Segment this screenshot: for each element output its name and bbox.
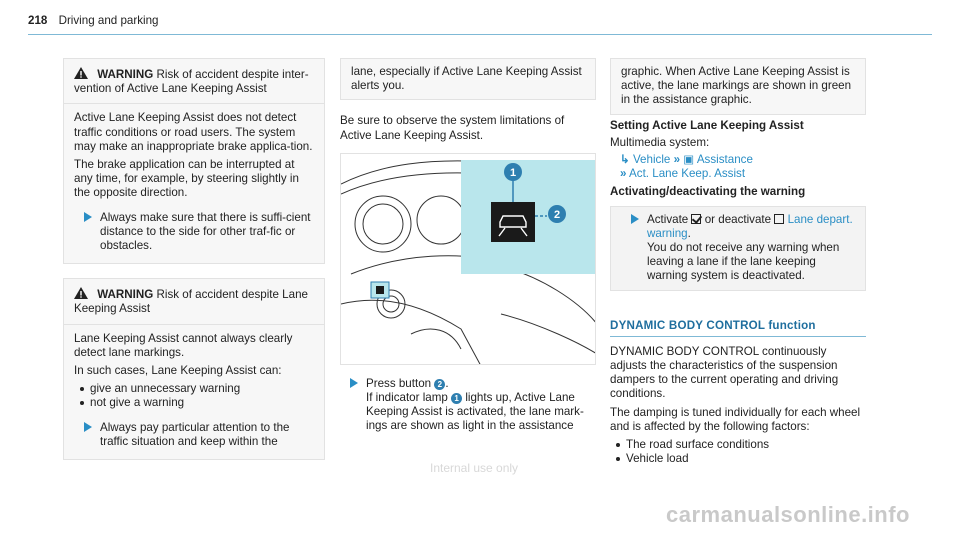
site-watermark: carmanualsonline.info (666, 502, 910, 527)
step-arrow-icon (84, 212, 92, 222)
multimedia-label: Multimedia system: (610, 135, 710, 149)
menu-item-vehicle[interactable]: Vehicle (632, 153, 671, 167)
callout-badge-2: 2 (434, 379, 445, 390)
step-arrow-icon (631, 214, 639, 224)
warning-triangle-icon (74, 287, 88, 299)
menu-item-lane-keep[interactable]: Act. Lane Keep. Assist (629, 167, 746, 181)
instruction-step (74, 211, 314, 254)
step-arrow-icon (84, 422, 92, 432)
page-header (28, 14, 932, 34)
column-middle (340, 58, 596, 434)
callout-badge-1: 1 (451, 393, 462, 404)
section-heading: DYNAMIC BODY CONTROL function (610, 319, 866, 337)
list-item: not give a warning (74, 396, 314, 410)
continued-text: lane, especially if Active Lane Keeping Assist alerts you. (351, 65, 582, 93)
warning-paragraph: The brake application can be interrupted at any time, for example, by steering slightly in the opposite direction. (74, 158, 299, 200)
callout-1-label: 1 (509, 166, 517, 179)
header-rule (28, 34, 932, 35)
warning-paragraph: Active Lane Keeping Assist does not detect traffic conditions or road users. The system may make an inappropriate brake applica-tion. (74, 111, 313, 153)
dashboard-drawing (341, 154, 596, 365)
dashboard-illustration (340, 153, 596, 365)
lane-depart-warning-option[interactable]: Lane depart. warning (647, 212, 853, 240)
return-arrow-icon: ↳ (620, 153, 630, 167)
unchecked-box-icon (774, 214, 784, 224)
instruction-step: Activate or deactivate Lane depart. warning. You do not receive any warning when leaving a lane if the lane keeping warning system is deactivated. (621, 213, 855, 284)
warning-box-1 (63, 58, 325, 264)
warning-label: WARNING (97, 288, 154, 302)
step-text: Always pay particular attention to the traffic situation and keep within the (100, 420, 290, 448)
warning-title-text: Risk of accident despite Lane Keeping Assist (74, 288, 308, 316)
warning-triangle-icon (74, 67, 88, 79)
instruction-step (74, 421, 314, 449)
warning-label: WARNING (97, 68, 154, 81)
chapter-title: Driving and parking (58, 14, 159, 27)
activate-step-box (610, 206, 866, 291)
menu-path (610, 153, 866, 167)
instruction-step: Press button 2 . If indicator lamp 1 lights up, Active Lane Keeping Assist is activated, the lane mark-ings are shown as light in the assistance (340, 377, 596, 434)
step-continued (610, 58, 866, 115)
step-text: Always make sure that there is suffi-cient distance to the side for other traf-fic or obstacles. (100, 210, 311, 253)
watermark: Internal use only (430, 461, 519, 475)
warning-header-1 (64, 59, 324, 104)
warning-box-2 (63, 278, 325, 460)
list-item: The road surface conditions (610, 438, 866, 452)
warning-box-2-continued (340, 58, 596, 100)
warning-title-text: Risk of accident despite inter-vention of Active Lane Keeping Assist (74, 68, 309, 96)
callout-2-label: 2 (553, 208, 561, 221)
car-icon: ▣ (683, 153, 695, 167)
column-left (63, 58, 325, 460)
note-text: You do not receive any warning when leaving a lane if the lane keeping warning system is deactivated. (647, 241, 840, 283)
warning-paragraph: Lane Keeping Assist cannot always clearly detect lane markings. (74, 331, 293, 359)
dbc-paragraph: The damping is tuned individually for each wheel and is affected by the following factors: (610, 405, 861, 433)
chevron-right-icon: » (673, 153, 681, 167)
warning-header-2 (64, 279, 324, 324)
activating-title: Activating/deactivating the warning (610, 185, 806, 199)
continued-text: graphic. When Active Lane Keeping Assist is active, the lane markings are shown in green in the assistance graphic. (621, 65, 852, 107)
checked-box-icon (691, 214, 701, 224)
warning-paragraph: In such cases, Lane Keeping Assist can: (74, 364, 282, 378)
menu-item-assistance[interactable]: Assistance (696, 153, 753, 167)
list-item: Vehicle load (610, 452, 866, 466)
page-number: 218 (28, 14, 48, 27)
step-arrow-icon (350, 378, 358, 388)
chevron-right-icon: » (620, 167, 627, 181)
menu-path-2 (610, 167, 866, 181)
setting-title: Setting Active Lane Keeping Assist (610, 118, 804, 132)
column-right (610, 58, 866, 466)
list-item: give an unnecessary warning (74, 382, 314, 396)
observe-text: Be sure to observe the system limitations of Active Lane Keeping Assist. (340, 114, 565, 142)
dbc-paragraph: DYNAMIC BODY CONTROL continuously adjusts the characteristics of the suspension dampers to the current operating and driving conditions. (610, 344, 839, 401)
